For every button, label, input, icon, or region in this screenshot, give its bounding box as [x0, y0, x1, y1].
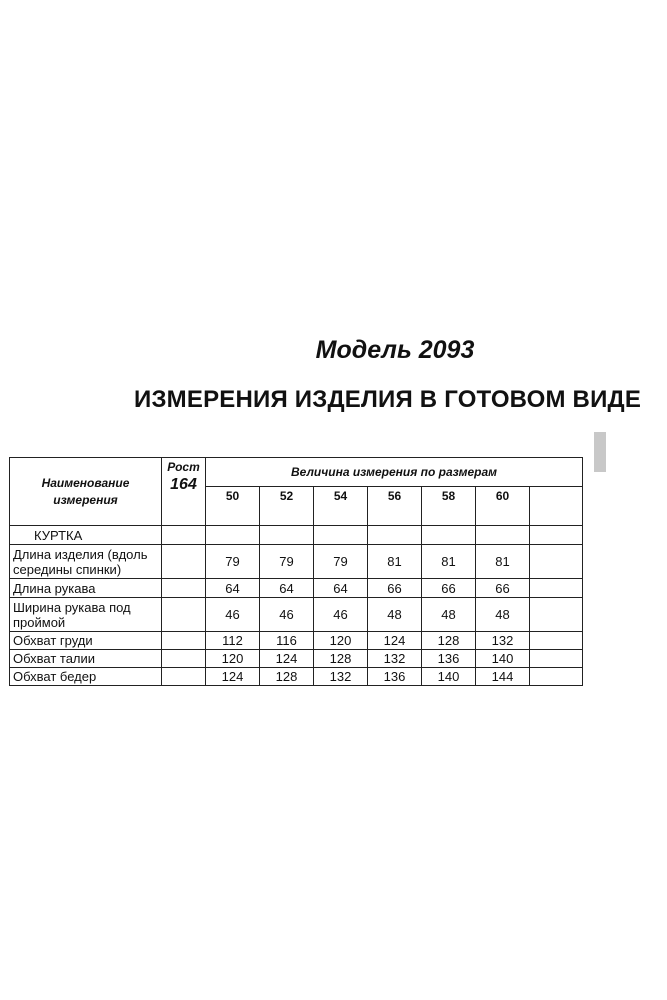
value-cell: [530, 598, 583, 632]
empty-cell: [162, 579, 206, 598]
value-cell: 46: [260, 598, 314, 632]
table-row: [10, 668, 583, 686]
value-cell: 124: [368, 632, 422, 650]
value-cell: 132: [476, 632, 530, 650]
empty-cell: [206, 526, 260, 545]
empty-cell: [162, 632, 206, 650]
row-label: Длина рукава: [10, 579, 162, 598]
value-cell: 112: [206, 632, 260, 650]
size-header-cell: 52: [260, 487, 314, 526]
table-row: [10, 632, 583, 650]
model-title: Модель 2093: [315, 336, 475, 364]
value-cell: 48: [422, 598, 476, 632]
value-cell: 48: [368, 598, 422, 632]
empty-cell: [162, 598, 206, 632]
height-header: [162, 458, 206, 526]
row-label: Ширина рукава под проймой: [10, 598, 162, 632]
row-label: Обхват бедер: [10, 668, 162, 686]
value-cell: 128: [260, 668, 314, 686]
section-label: КУРТКА: [10, 526, 162, 545]
empty-cell: [368, 526, 422, 545]
value-cell: 64: [314, 579, 368, 598]
size-header-cell: 60: [476, 487, 530, 526]
measurements-table: [9, 457, 583, 686]
value-cell: 46: [206, 598, 260, 632]
measurement-name-header: Наименование измерения: [10, 458, 162, 526]
row-label: Обхват груди: [10, 632, 162, 650]
value-cell: [530, 545, 583, 579]
row-label: Обхват талии: [10, 650, 162, 668]
value-cell: [530, 650, 583, 668]
size-header-cell: [530, 487, 583, 526]
sizes-group-header: Величина измерения по размерам: [206, 458, 583, 487]
value-cell: 132: [314, 668, 368, 686]
height-label: Рост: [167, 460, 200, 474]
size-header-cell: 54: [314, 487, 368, 526]
value-cell: 128: [422, 632, 476, 650]
value-cell: 46: [314, 598, 368, 632]
value-cell: 144: [476, 668, 530, 686]
table-row: [10, 598, 583, 632]
empty-cell: [162, 545, 206, 579]
value-cell: 79: [206, 545, 260, 579]
value-cell: 128: [314, 650, 368, 668]
empty-cell: [476, 526, 530, 545]
value-cell: 140: [476, 650, 530, 668]
empty-cell: [530, 526, 583, 545]
empty-cell: [162, 650, 206, 668]
value-cell: 64: [206, 579, 260, 598]
empty-cell: [162, 668, 206, 686]
empty-cell: [260, 526, 314, 545]
scrollbar-thumb[interactable]: [594, 432, 606, 472]
table-row: [10, 579, 583, 598]
value-cell: 66: [422, 579, 476, 598]
value-cell: 120: [206, 650, 260, 668]
value-cell: 81: [476, 545, 530, 579]
value-cell: 124: [206, 668, 260, 686]
value-cell: 120: [314, 632, 368, 650]
empty-cell: [162, 526, 206, 545]
row-label: Длина изделия (вдоль середины спинки): [10, 545, 162, 579]
value-cell: 81: [368, 545, 422, 579]
value-cell: 136: [368, 668, 422, 686]
empty-cell: [314, 526, 368, 545]
height-value: 164: [170, 476, 197, 493]
value-cell: 48: [476, 598, 530, 632]
value-cell: [530, 579, 583, 598]
value-cell: 66: [476, 579, 530, 598]
value-cell: 81: [422, 545, 476, 579]
value-cell: 136: [422, 650, 476, 668]
value-cell: 66: [368, 579, 422, 598]
size-header-cell: 58: [422, 487, 476, 526]
value-cell: 79: [260, 545, 314, 579]
section-row: [10, 526, 583, 545]
empty-cell: [422, 526, 476, 545]
value-cell: [530, 632, 583, 650]
table-row: [10, 545, 583, 579]
value-cell: 79: [314, 545, 368, 579]
size-header-cell: 50: [206, 487, 260, 526]
value-cell: 124: [260, 650, 314, 668]
value-cell: 140: [422, 668, 476, 686]
value-cell: 64: [260, 579, 314, 598]
value-cell: 116: [260, 632, 314, 650]
table-row: [10, 650, 583, 668]
value-cell: 132: [368, 650, 422, 668]
page-title: ИЗМЕРЕНИЯ ИЗДЕЛИЯ В ГОТОВОМ ВИДЕ: [134, 386, 642, 413]
size-header-cell: 56: [368, 487, 422, 526]
value-cell: [530, 668, 583, 686]
